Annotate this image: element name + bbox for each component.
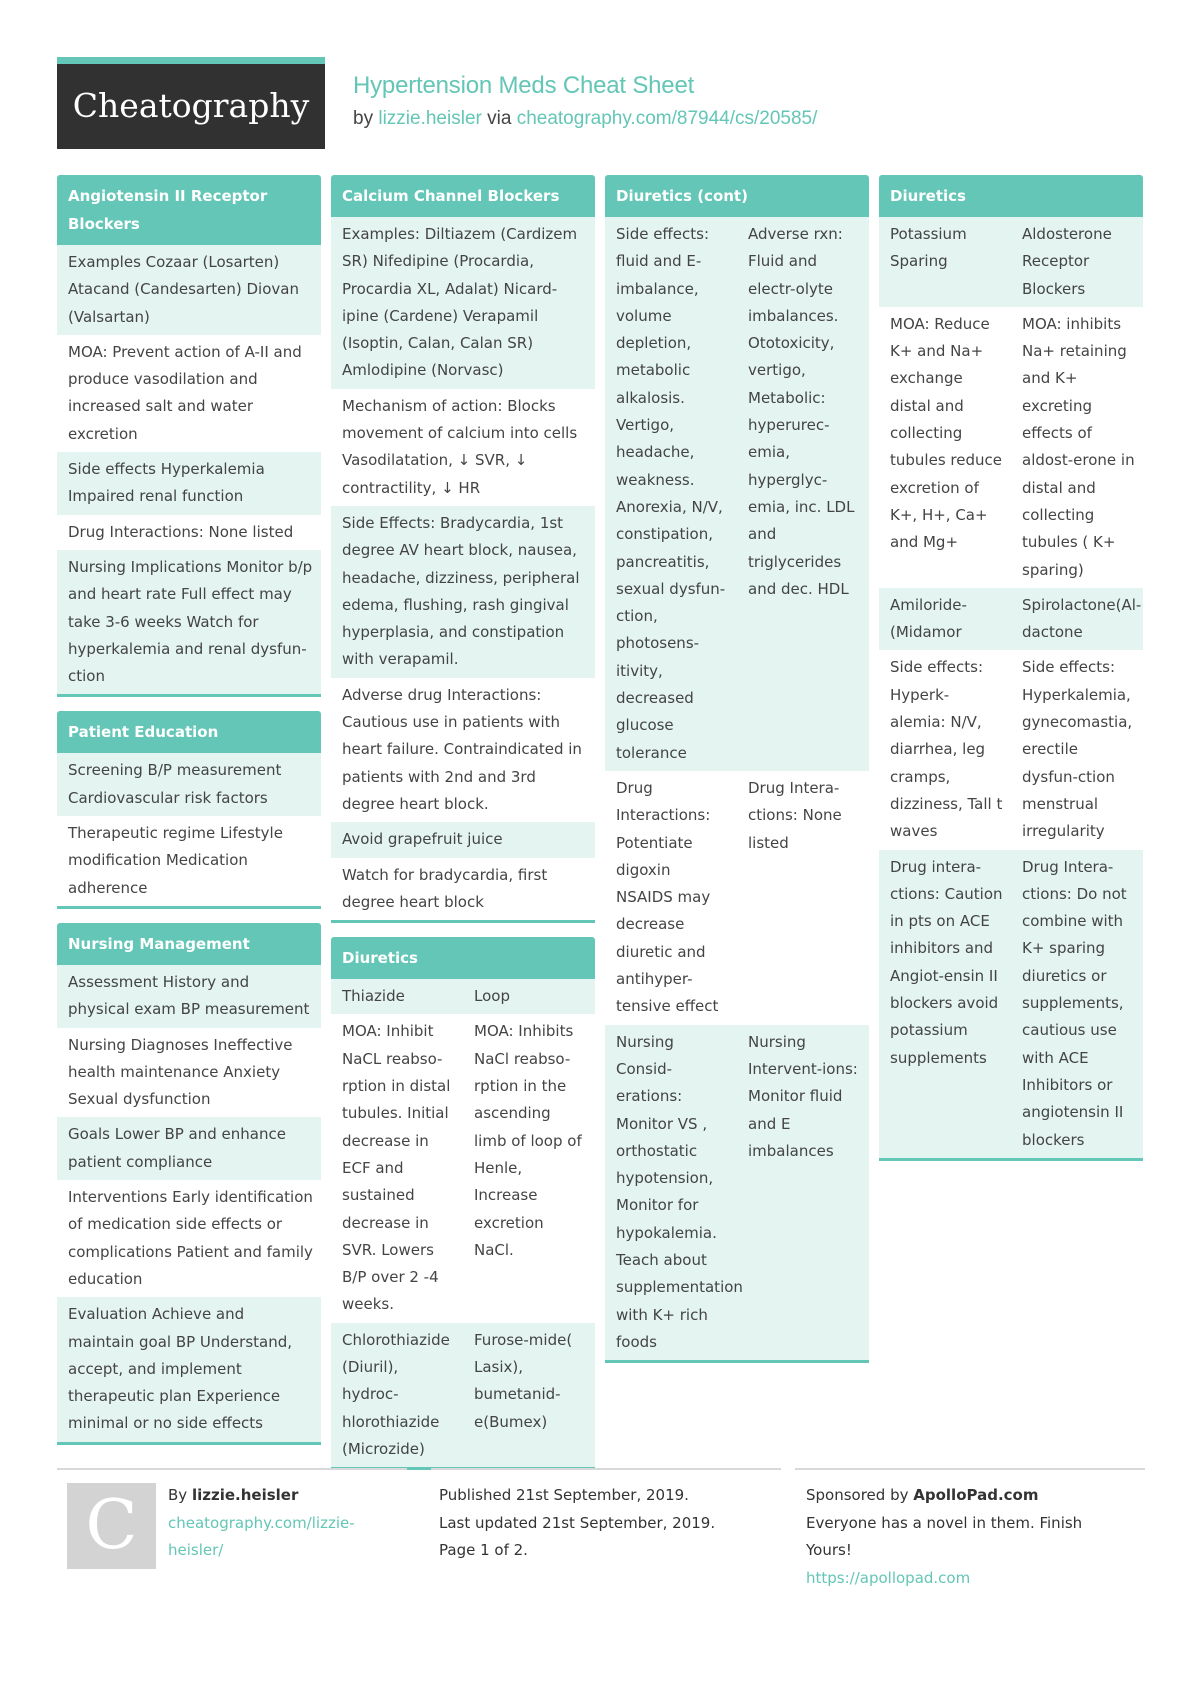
section-header: Diuretics — [879, 175, 1143, 217]
table-cell: MOA: Prevent action of A-II and produce vasodilation and increased salt and water excretion — [68, 342, 302, 443]
column-2 — [331, 175, 595, 1484]
table-cell: Side effects Hyperkalemia Impaired renal function — [68, 460, 265, 506]
table-cell: MOA: Inhibit NaCL reabso-rption in distal tubules. Initial decrease in ECF and sustained decrease in SVR. Lowers B/P over 2 -4 weeks. — [342, 1022, 451, 1314]
table-cell: Side effects: Hyperkalemia, gynecomastia, erectile dysfun-ction menstrual irregularity — [1022, 658, 1133, 841]
sheet-url-link[interactable]: cheatography.com/87944/cs/20585/ — [516, 108, 818, 129]
footer-author — [168, 1482, 368, 1565]
table-row — [57, 1180, 321, 1297]
table-cell: Nursing Diagnoses Ineffective health maintenance Anxiety Sexual dysfunction — [68, 1035, 293, 1109]
footer-author-url[interactable]: cheatography.com/lizzie-heisler/ — [168, 1513, 355, 1559]
section-box — [331, 937, 595, 1470]
table-cell: Thiazide — [342, 987, 405, 1006]
section-box — [605, 175, 869, 1363]
sponsor-url[interactable]: https://apollopad.com — [806, 1568, 971, 1587]
table-cell: Adverse drug Interactions: Cautious use in patients with heart failure. Contraindicated in patients with 2nd and 3rd degree heart block. — [342, 685, 582, 813]
table-row — [57, 452, 321, 515]
section-box — [57, 711, 321, 908]
footer-sponsor — [806, 1482, 1106, 1592]
table-row — [879, 588, 1143, 651]
table-row — [57, 1117, 321, 1180]
table-row — [331, 1323, 595, 1467]
table-cell: Nursing Implications Monitor b/p and heart rate Full effect may take 3-6 weeks Watch for hyperkalemia and renal dysfun-ction — [68, 557, 313, 686]
table-row — [331, 822, 595, 857]
via-label: via — [487, 108, 512, 129]
section-box — [879, 175, 1143, 1161]
footer-by-label: By — [168, 1486, 188, 1504]
table-cell: Nursing Consid-erations: Monitor VS , orthostatic hypotension, Monitor for hypokalemia. Teach about supplementation with K+ rich foods — [616, 1032, 743, 1351]
table-cell: Screening B/P measurement Cardiovascular risk factors — [68, 761, 282, 807]
table-cell: MOA: Reduce K+ and Na+ exchange distal and collecting tubules reduce excretion of K+, H+, Ca+ and Mg+ — [890, 314, 1002, 552]
table-row — [331, 389, 595, 506]
by-prefix: by — [353, 108, 374, 129]
table-row — [331, 678, 595, 822]
sponsor-text: Everyone has a novel in them. Finish Yours! — [806, 1513, 1083, 1559]
table-row — [57, 550, 321, 694]
table-cell: Side effects: Hyperk-alemia: N/V, diarrhea, leg cramps, dizziness, Tall t waves — [890, 658, 1003, 841]
footer-divider-3 — [795, 1468, 1145, 1470]
author-avatar[interactable]: C — [67, 1483, 156, 1569]
table-cell: Nursing Intervent-ions: Monitor fluid and E imbalances — [748, 1032, 858, 1160]
section-header: Diuretics (cont) — [605, 175, 869, 217]
updated-date: Last updated 21st September, 2019. — [439, 1513, 716, 1532]
table-row — [57, 1028, 321, 1118]
section-header: Angiotensin II Receptor Blockers — [57, 175, 321, 245]
column-1 — [57, 175, 321, 1459]
table-cell: Interventions Early identification of medication side effects or complications Patient and family education — [68, 1188, 313, 1288]
column-4 — [879, 175, 1143, 1175]
section-box — [331, 175, 595, 923]
table-row — [331, 979, 595, 1014]
table-row — [605, 1025, 869, 1361]
table-row — [331, 506, 595, 678]
sponsored-label: Sponsored by — [806, 1486, 909, 1504]
section-header: Nursing Management — [57, 923, 321, 965]
table-row — [605, 771, 869, 1025]
table-cell: Watch for bradycardia, first degree heart block — [342, 865, 548, 911]
table-row — [879, 650, 1143, 849]
table-cell: Drug Intera-ctions: None listed — [748, 778, 842, 852]
table-row — [879, 217, 1143, 307]
sponsor-name[interactable]: ApolloPad.com — [913, 1486, 1039, 1504]
table-cell: MOA: Inhibits NaCl reabso-rption in the ascending limb of loop of Henle, Increase excretion NaCl. — [474, 1022, 582, 1259]
table-cell: Aldosterone Receptor Blockers — [1022, 225, 1112, 298]
table-cell: Examples: Diltiazem (Cardizem SR) Nifedipine (Procardia, Procardia XL, Adalat) Nicard-ipine (Cardene) Verapamil (Isoptin, Calan, Calan SR) Amlodipine (Norvasc) — [342, 225, 578, 380]
author-link[interactable]: lizzie.heisler — [378, 108, 482, 129]
table-cell: Drug Interactions: None listed — [68, 522, 294, 541]
table-cell: Chlorothiazide (Diuril), hydroc-hlorothiazide (Microzide) — [342, 1330, 450, 1458]
footer-divider-2 — [431, 1468, 781, 1470]
table-row — [879, 850, 1143, 1158]
table-cell: Loop — [474, 987, 510, 1006]
table-cell: Drug intera-ctions: Caution in pts on ACE inhibitors and Angiot-ensin II blockers avoid potassium supplements — [890, 857, 1003, 1067]
table-cell: Assessment History and physical exam BP measurement — [68, 972, 310, 1019]
section-header: Patient Education — [57, 711, 321, 753]
section-header: Diuretics — [331, 937, 595, 979]
table-cell: Drug Intera-ctions: Do not combine with K+ sparing diuretics or supplements, cautious use with ACE Inhibitors or angiotensin II blockers — [1022, 857, 1127, 1149]
table-cell: Adverse rxn: Fluid and electr-olyte imbalances. Ototoxicity, vertigo, Metabolic: hyperurec-emia, hyperglyc-emia, inc. LDL and triglycerides and dec. HDL — [748, 225, 855, 598]
table-cell: Potassium Sparing — [890, 225, 967, 271]
table-row — [57, 753, 321, 816]
table-row — [57, 965, 321, 1028]
cheatography-logo[interactable]: Cheatography — [57, 57, 325, 149]
table-cell: Evaluation Achieve and maintain goal BP Understand, accept, and implement therapeutic plan Experience minimal or no side effects — [68, 1305, 293, 1433]
table-cell: Examples Cozaar (Losarten) Atacand (Candesarten) Diovan (Valsartan) — [68, 253, 299, 326]
table-row — [331, 858, 595, 921]
table-row — [57, 335, 321, 452]
table-cell: Avoid grapefruit juice — [342, 830, 503, 849]
page-number: Page 1 of 2. — [439, 1541, 528, 1559]
table-cell: Spirolactone(Al-dactone — [1022, 595, 1142, 642]
footer-publication — [439, 1482, 739, 1565]
table-row — [57, 515, 321, 550]
table-cell: MOA: inhibits Na+ retaining and K+ excreting effects of aldost-erone in distal and collecting tubules ( K+ sparing) — [1022, 314, 1135, 579]
table-row — [331, 217, 595, 389]
table-row — [57, 245, 321, 335]
table-cell: Goals Lower BP and enhance patient compliance — [68, 1125, 286, 1171]
published-date: Published 21st September, 2019. — [439, 1486, 689, 1504]
table-row — [57, 816, 321, 906]
table-row — [879, 307, 1143, 588]
table-cell: Furose-mide( Lasix), bumetanid-e(Bumex) — [474, 1330, 573, 1431]
byline — [353, 108, 817, 130]
section-box — [57, 923, 321, 1445]
footer-author-name[interactable]: lizzie.heisler — [191, 1486, 299, 1504]
column-3 — [605, 175, 869, 1377]
table-cell: Therapeutic regime Lifestyle modification Medication adherence — [68, 824, 283, 897]
table-cell: Side effects: fluid and E-imbalance, volume depletion, metabolic alkalosis. Vertigo, headache, weakness. Anorexia, N/V, constipation, pancreatitis, sexual dysfun-ction, photosens-itivity, decreased glucose tolerance — [616, 225, 726, 762]
section-box — [57, 175, 321, 697]
table-cell: Drug Interactions: Potentiate digoxin NSAIDS may decrease diuretic and antihyper-tensive effect — [616, 778, 719, 1016]
footer-divider-1 — [57, 1468, 407, 1470]
section-header: Calcium Channel Blockers — [331, 175, 595, 217]
table-cell: Side Effects: Bradycardia, 1st degree AV heart block, nausea, headache, dizziness, peripheral edema, flushing, rash gingival hyperplasia, and constipation with verapamil. — [342, 513, 580, 669]
table-row — [331, 1014, 595, 1322]
table-cell: Mechanism of action: Blocks movement of calcium into cells Vasodilatation, ↓ SVR, ↓ contractility, ↓ HR — [342, 396, 578, 497]
page-title: Hypertension Meds Cheat Sheet — [353, 72, 695, 99]
table-row — [57, 1297, 321, 1441]
table-cell: Amiloride-(Midamor — [890, 595, 967, 642]
table-row — [605, 217, 869, 771]
